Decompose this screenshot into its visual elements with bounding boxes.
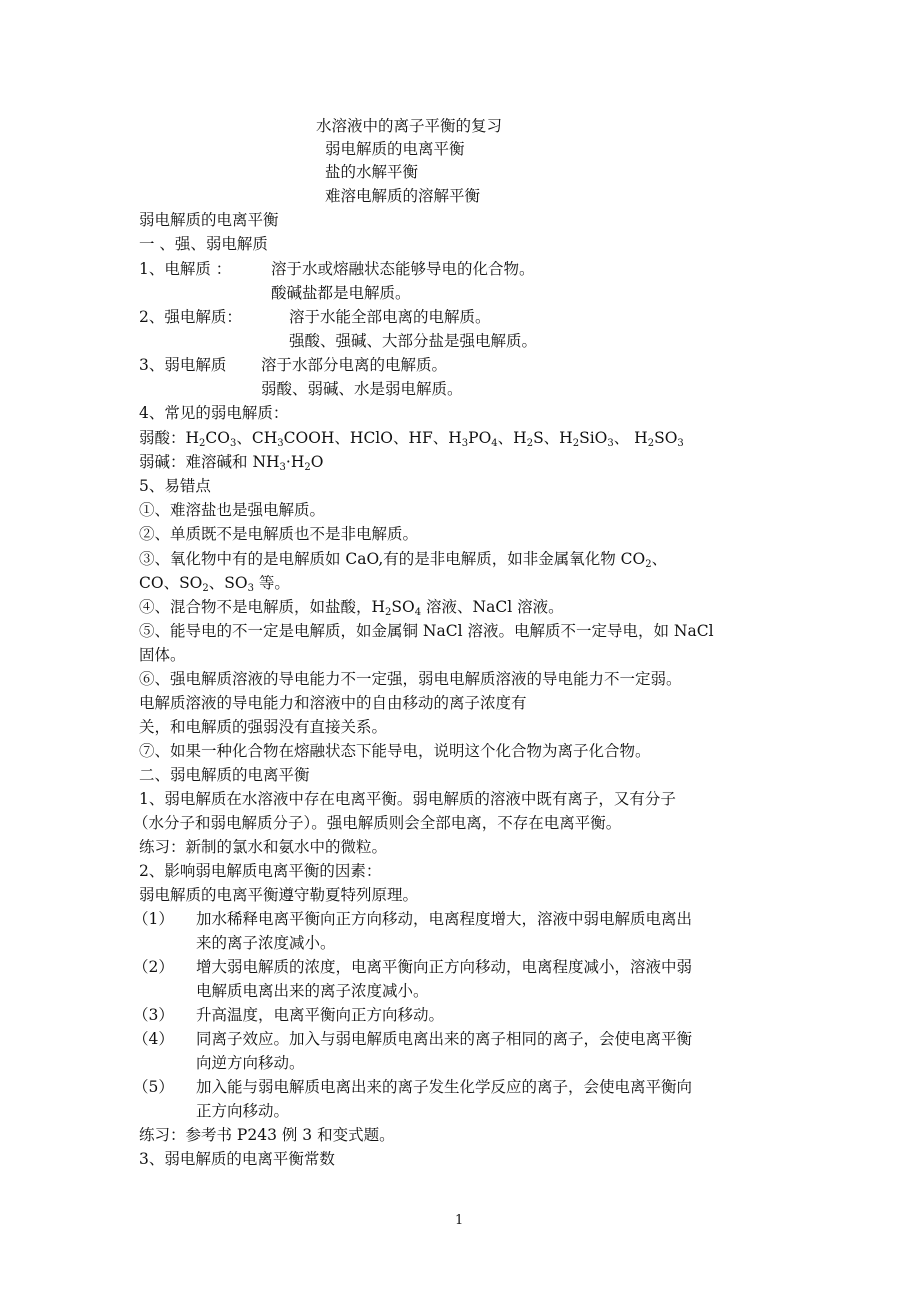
constant-heading: 3、弱电解质的电离平衡常数 xyxy=(139,1150,335,1168)
pitfall-3-line1: ③、氧化物中有的是电解质如 CaO,有的是非电解质，如非金属氧化物 $CO_2$、 xyxy=(139,550,668,570)
weak-acids-label: 弱酸： xyxy=(139,429,186,447)
subtopic-2: 盐的水解平衡 xyxy=(325,163,419,181)
factor-2-line2: 电解质电离出来的离子浓度减小。 xyxy=(196,982,429,1000)
part2-para1-line2: （水分子和弱电解质分子）。强电解质则会全部电离，不存在电离平衡。 xyxy=(133,814,622,832)
item4-heading: 4、常见的弱电解质： xyxy=(139,404,289,422)
weak-acids-list: $H_2CO_3$、$CH_3COOH$、HClO、HF、$H_3PO_4$、$H_2S$、$H_2SiO_3$、 $H_2SO_3$ xyxy=(185,429,684,449)
item3-label: 3、弱电解质 xyxy=(139,356,227,374)
factor-5-line2: 正方向移动。 xyxy=(196,1102,290,1120)
section-heading: 弱电解质的电离平衡 xyxy=(139,211,279,229)
factor-4-line1: 同离子效应。加入与弱电解质电离出来的离子相同的离子，会使电离平衡 xyxy=(196,1030,693,1048)
item1-note: 酸碱盐都是电解质。 xyxy=(271,284,411,302)
part2-heading: 二、弱电解质的电离平衡 xyxy=(139,766,310,784)
factor-4-number: （4） xyxy=(133,1030,174,1048)
factor-1-line2: 来的离子浓度减小。 xyxy=(196,934,336,952)
subtopic-3: 难溶电解质的溶解平衡 xyxy=(325,187,481,205)
pitfall-5-line2: 固体。 xyxy=(139,646,186,664)
pitfall-2: ②、单质既不是电解质也不是非电解质。 xyxy=(139,525,419,543)
practice-2: 练习：参考书 P243 例 3 和变式题。 xyxy=(139,1126,395,1144)
factors-intro: 弱电解质的电离平衡遵守勒夏特列原理。 xyxy=(139,886,419,904)
factor-4-line2: 向逆方向移动。 xyxy=(196,1054,305,1072)
factor-3-number: （3） xyxy=(133,1006,174,1024)
pitfall-6-line3: 关，和电解质的强弱没有直接关系。 xyxy=(139,718,388,736)
factor-1-number: （1） xyxy=(133,910,174,928)
weak-acids-line xyxy=(139,428,684,448)
practice-1: 练习：新制的氯水和氨水中的微粒。 xyxy=(139,838,388,856)
page-number: 1 xyxy=(455,1213,464,1228)
part2-para1-line1: 1、弱电解质在水溶液中存在电离平衡。弱电解质的溶液中既有离子，又有分子 xyxy=(139,790,676,808)
document-title: 水溶液中的离子平衡的复习 xyxy=(316,117,503,135)
pitfall-4: ④、混合物不是电解质，如盐酸，$H_2SO_4$ 溶液、NaCl 溶液。 xyxy=(139,598,564,618)
item5-heading: 5、易错点 xyxy=(139,477,211,495)
item2-label: 2、强电解质： xyxy=(139,308,242,326)
factor-2-line1: 增大弱电解质的浓度，电离平衡向正方向移动，电离程度减小，溶液中弱 xyxy=(196,958,693,976)
pitfall-6-line1: ⑥、强电解质溶液的导电能力不一定强，弱电电解质溶液的导电能力不一定弱。 xyxy=(139,670,682,688)
pitfall-6-line2: 电解质溶液的导电能力和溶液中的自由移动的离子浓度有 xyxy=(139,694,527,712)
item2-definition: 溶于水能全部电离的电解质。 xyxy=(289,308,491,326)
pitfall-1: ①、难溶盐也是强电解质。 xyxy=(139,501,326,519)
factor-5-number: （5） xyxy=(133,1078,174,1096)
item3-definition: 溶于水部分电离的电解质。 xyxy=(261,356,448,374)
factors-heading: 2、影响弱电解质电离平衡的因素： xyxy=(139,862,382,880)
weak-bases-line xyxy=(139,452,323,472)
part1-heading: 一 、强、弱电解质 xyxy=(139,235,268,253)
factor-5-line1: 加入能与弱电解质电离出来的离子发生化学反应的离子，会使电离平衡向 xyxy=(196,1078,693,1096)
item2-note: 强酸、强碱、大部分盐是强电解质。 xyxy=(289,332,538,350)
item1-definition: 溶于水或熔融状态能够导电的化合物。 xyxy=(271,260,535,278)
item3-note: 弱酸、弱碱、水是弱电解质。 xyxy=(261,380,463,398)
factor-3-line1: 升高温度，电离平衡向正方向移动。 xyxy=(196,1006,445,1024)
weak-bases-text: 难溶碱和 $NH_3\cdot H_2O$ xyxy=(185,453,324,473)
item1-label: 1、电解质 ： xyxy=(139,260,232,278)
subtopic-1: 弱电解质的电离平衡 xyxy=(325,140,465,158)
pitfall-7: ⑦、如果一种化合物在熔融状态下能导电，说明这个化合物为离子化合物。 xyxy=(139,742,651,760)
pitfall-5-line1: ⑤、能导电的不一定是电解质，如金属铜 NaCl 溶液。电解质不一定导电，如 NaCl xyxy=(139,622,714,640)
pitfall-3-line2: CO、$SO_2$、$SO_3$ 等。 xyxy=(139,574,290,594)
factor-2-number: （2） xyxy=(133,958,174,976)
factor-1-line1: 加水稀释电离平衡向正方向移动，电离程度增大，溶液中弱电解质电离出 xyxy=(196,910,693,928)
weak-bases-label: 弱碱： xyxy=(139,453,186,471)
